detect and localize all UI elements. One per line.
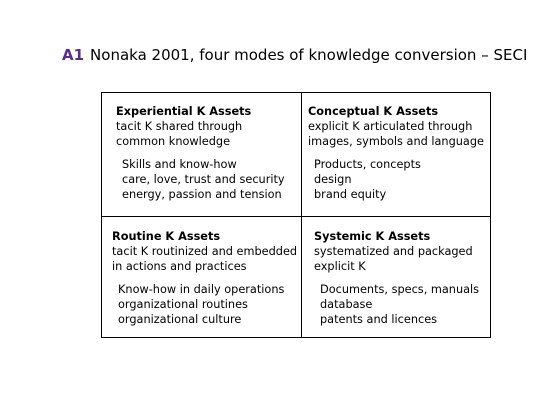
page-title — [62, 46, 527, 64]
quadrant-item: database — [320, 298, 373, 311]
quadrant-title: Systemic K Assets — [314, 230, 431, 243]
quadrant-conceptual — [308, 104, 484, 202]
quadrant-desc-line: explicit K articulated through — [308, 120, 473, 133]
quadrant-title: Experiential K Assets — [116, 105, 252, 118]
quadrant-item: Skills and know-how — [122, 158, 237, 171]
quadrant-title: Routine K Assets — [112, 230, 221, 243]
quadrant-item: Products, concepts — [314, 158, 421, 171]
quadrant-experiential — [116, 104, 285, 202]
quadrant-items — [118, 282, 297, 327]
quadrant-desc-line: systematized and packaged — [314, 245, 473, 258]
quadrant-systemic — [314, 229, 479, 327]
quadrant-desc-line: tacit K shared through — [116, 120, 243, 133]
slide-code: A1 — [62, 46, 85, 64]
quadrant-desc-line: images, symbols and language — [308, 135, 484, 148]
quadrant-item: Documents, specs, manuals — [320, 283, 480, 296]
quadrant-item: energy, passion and tension — [122, 188, 282, 201]
quadrant-item: organizational routines — [118, 298, 248, 311]
quadrant-item: Know-how in daily operations — [118, 283, 285, 296]
quadrant-items — [320, 282, 479, 327]
quadrant-routine — [112, 229, 297, 327]
quadrant-desc-line: in actions and practices — [112, 260, 247, 273]
quadrant-items — [122, 157, 285, 202]
quadrant-desc-line: explicit K — [314, 260, 366, 273]
quadrant-item: patents and licences — [320, 313, 438, 326]
quadrant-desc-line: tacit K routinized and embedded — [112, 245, 298, 258]
horizontal-divider — [102, 216, 490, 217]
quadrant-title: Conceptual K Assets — [308, 105, 439, 118]
quadrant-desc-line: common knowledge — [116, 135, 231, 148]
quadrant-items — [314, 157, 484, 202]
vertical-divider — [301, 93, 302, 337]
quadrant-item: organizational culture — [118, 313, 242, 326]
quadrant-item: brand equity — [314, 188, 387, 201]
slide-title: Nonaka 2001, four modes of knowledge conversion – SECI — [90, 46, 528, 64]
quadrant-item: care, love, trust and security — [122, 173, 285, 186]
seci-matrix — [101, 92, 491, 338]
quadrant-item: design — [314, 173, 352, 186]
